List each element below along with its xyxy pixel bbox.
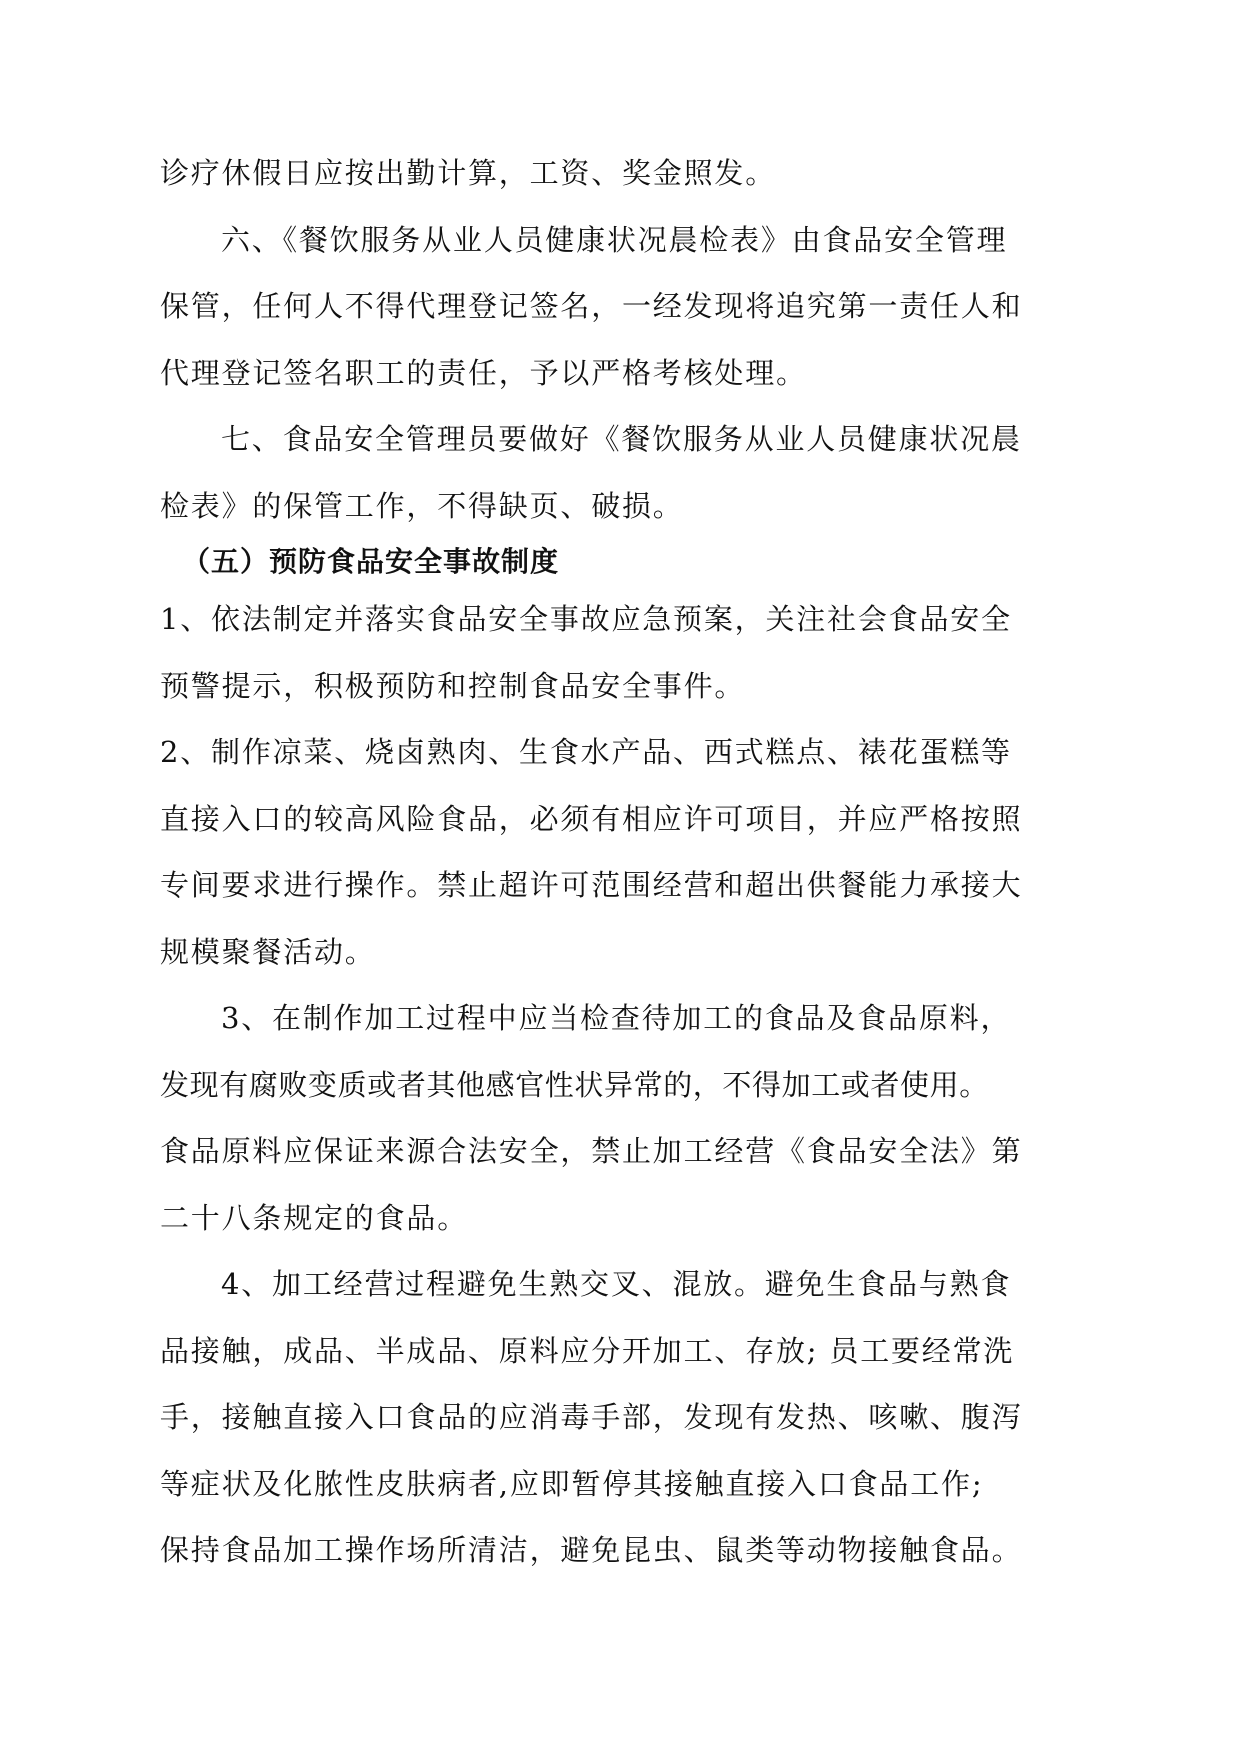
text-line: 手，接触直接入口食品的应消毒手部，发现有发热、咳嗽、腹泻: [160, 1400, 1023, 1434]
text-line: 品接触，成品、半成品、原料应分开加工、存放; 员工要经常洗: [160, 1333, 1015, 1368]
text-line: 1、依法制定并落实食品安全事故应急预案，关注社会食品安全: [160, 602, 1012, 636]
text-line: 规模聚餐活动。: [160, 934, 376, 969]
text-line: 等症状及化脓性皮肤病者,应即暂停其接触直接入口食品工作;: [160, 1466, 984, 1501]
text-line: 保持食品加工操作场所清洁，避免昆虫、鼠类等动物接触食品。: [160, 1533, 1023, 1567]
text-line: 检表》的保管工作，不得缺页、破损。: [160, 488, 684, 523]
text-line: 诊疗休假日应按出勤计算，工资、奖金照发。: [160, 156, 777, 190]
text-line: 发现有腐败变质或者其他感官性状异常的，不得加工或者使用。: [160, 1067, 989, 1102]
text-line: 预警提示，积极预防和控制食品安全事件。: [160, 668, 746, 703]
text-line: 4、加工经营过程避免生熟交叉、混放。避免生食品与熟食: [221, 1267, 1012, 1301]
text-line: 代理登记签名职工的责任，予以严格考核处理。: [160, 355, 807, 390]
text-line: 2、制作凉菜、烧卤熟肉、生食水产品、西式糕点、裱花蛋糕等: [160, 735, 1012, 769]
text-line: 食品原料应保证来源合法安全，禁止加工经营《食品安全法》第: [160, 1134, 1023, 1168]
text-line: 3、在制作加工过程中应当检查待加工的食品及食品原料，: [221, 1001, 1012, 1035]
text-line: 七、食品安全管理员要做好《餐饮服务从业人员健康状况晨: [221, 422, 1022, 456]
text-line: 二十八条规定的食品。: [160, 1200, 469, 1235]
text-line: 专间要求进行操作。禁止超许可范围经营和超出供餐能力承接大: [160, 868, 1023, 902]
text-line: 直接入口的较高风险食品，必须有相应许可项目，并应严格按照: [160, 801, 1023, 836]
text-line: 六、《餐饮服务从业人员健康状况晨检表》由食品安全管理: [221, 222, 1008, 257]
section-heading: （五）预防食品安全事故制度: [182, 545, 560, 578]
text-line: 保管，任何人不得代理登记签名，一经发现将追究第一责任人和: [160, 289, 1023, 323]
document-page: [160, 140, 1085, 1584]
